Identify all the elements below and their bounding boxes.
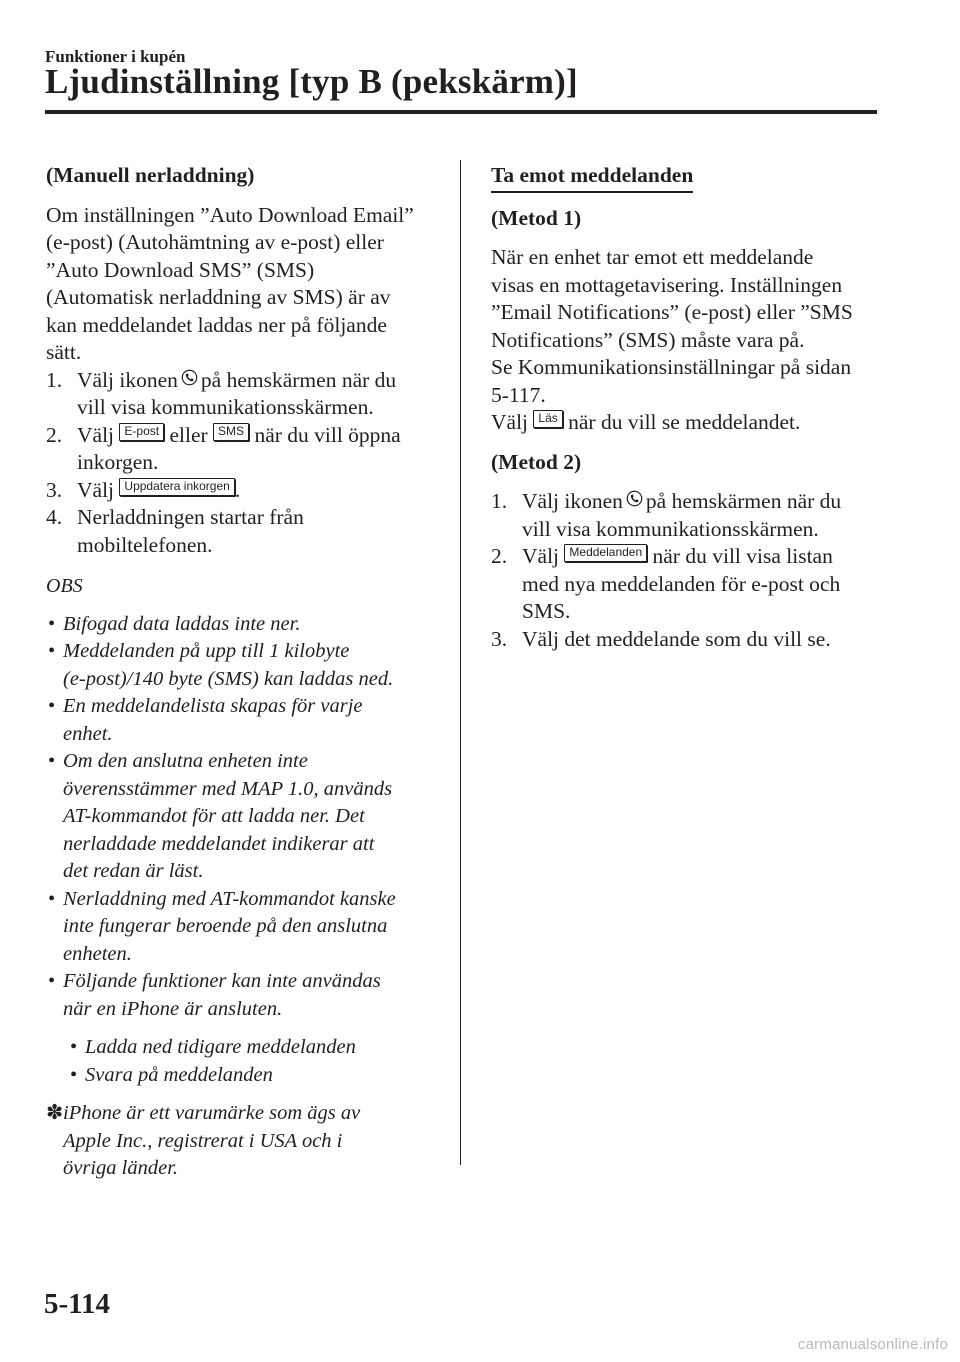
note-item [46,748,441,886]
step-text: vill visa kommunikationsskärmen. [522,516,819,541]
note-text: enhet. [63,722,113,745]
body-line: Notifications” (SMS) måste vara på. [491,327,805,352]
manual-download-heading: (Manuell nerladdning) [46,163,255,187]
step-number: 3. [491,626,508,651]
step-text: Nerladdningen startar från [77,505,304,529]
step-number: 1. [491,489,508,513]
note-text: inte fungerar beroende på den anslutna [63,915,388,937]
note-text: AT-kommandot för att ladda ner. Det [63,805,365,827]
note-text: Om den anslutna enheten inte [63,750,308,772]
step-4 [46,504,441,559]
note-text: iPhone är ett varumärke som ägs av [63,1102,361,1124]
step-text: Välj [77,477,115,502]
note-text: Bifogad data laddas inte ner. [63,612,301,635]
step-2 [46,422,441,477]
intro-line: Om inställningen ”Auto Download Email” [46,202,414,227]
phone-icon [626,490,643,507]
method-2-heading: (Metod 2) [491,449,582,474]
method-1-text [491,244,891,437]
e-post-button[interactable]: E-post [119,423,164,441]
intro-paragraph [46,202,441,367]
step-text: med nya meddelanden för e-post och [522,571,841,596]
bullet-icon: • [48,887,56,910]
column-divider [460,160,461,1165]
update-inbox-button[interactable]: Uppdatera inkorgen [119,478,234,496]
note-text: det redan är läst. [63,860,204,882]
note-item [46,638,441,693]
body-line: ”Email Notifications” (e-post) eller ”SMS [491,300,853,324]
note-text: övriga länder. [63,1157,179,1179]
note-heading: OBS [46,575,83,597]
body-line: visas en mottagetavisering. Inställningen [491,272,843,297]
note-text: överensstämmer med MAP 1.0, används [63,777,393,800]
sub-note-item [46,1062,441,1090]
step-text: Välj [522,544,560,568]
step-text: mobiltelefonen. [77,532,213,557]
body-line: 5-117. [491,382,546,407]
note-text: Svara på meddelanden [85,1063,273,1086]
step-text: på hemskärmen när du [200,367,397,392]
bullet-icon: • [48,750,56,772]
body-text: när du vill se meddelandet. [568,410,801,434]
note-text: Nerladdning med AT-kommandot kanske [63,887,396,910]
step-number: 1. [46,367,63,392]
step-text: SMS. [522,599,571,623]
sms-button[interactable]: SMS [213,423,249,441]
bullet-icon: • [48,640,56,662]
bullet-icon: • [70,1063,78,1086]
body-line: När en enhet tar emot ett meddelande [491,245,814,269]
note-text: Följande funktioner kan inte användas [63,970,381,992]
note-item [46,886,441,969]
intro-line: (Automatisk nerladdning av SMS) är av [46,285,391,309]
page-title: Ljudinställning [typ B (pekskärm)] [45,62,578,101]
step-text: vill visa kommunikationsskärmen. [77,395,374,419]
note-item [46,693,441,748]
step-number: 3. [46,477,63,502]
left-column [46,162,441,1183]
note-text: Meddelanden på upp till 1 kilobyte [63,640,350,662]
method-2-step-1 [491,488,891,543]
bullet-icon: • [70,1036,78,1058]
phone-icon [181,369,198,386]
step-text: på hemskärmen när du [645,489,842,513]
note-text: Ladda ned tidigare meddelanden [85,1036,356,1058]
header-rule [45,110,877,114]
intro-line: ”Auto Download SMS” (SMS) [46,257,315,282]
body-text: Välj [491,410,529,434]
step-number: 2. [46,422,63,447]
step-3 [46,477,441,505]
note-item [46,968,441,1023]
step-text: när du vill öppna [254,422,401,447]
step-text: när du vill visa listan [652,544,833,568]
step-text: inkorgen. [77,450,159,474]
intro-line: sätt. [46,340,82,364]
step-1 [46,367,441,422]
body-line: Se Kommunikationsinställningar på sidan [491,355,852,379]
watermark: carmanualsonline.info [797,1336,948,1353]
step-text: Välj ikonen [522,489,623,513]
page-number: 5-114 [44,1288,111,1320]
receive-messages-heading: Ta emot meddelanden [491,162,693,193]
sub-note-item [46,1034,441,1062]
trademark-footnote [46,1100,441,1183]
step-text: . [234,477,241,502]
note-text: (e-post)/140 byte (SMS) kan laddas ned. [63,667,394,690]
bullet-icon: • [48,612,56,635]
step-text: Välj ikonen [77,367,178,392]
method-1-heading: (Metod 1) [491,205,582,230]
method-2-step-2 [491,543,891,626]
note-text: när en iPhone är ansluten. [63,997,283,1020]
note-text: enheten. [63,942,132,965]
step-text: eller [169,422,208,447]
note-item [46,611,441,639]
asterisk-icon: ✽ [46,1102,64,1124]
intro-line: (e-post) (Autohämtning av e-post) eller [46,230,384,254]
header-section-label: Funktioner i kupén [45,47,186,66]
right-column [491,162,891,653]
step-number: 2. [491,544,508,568]
method-2-step-3 [491,626,891,654]
note-text: nerladdade meddelandet indikerar att [63,832,375,855]
step-text: Välj det meddelande som du vill se. [522,626,831,651]
read-button[interactable]: Läs [533,410,562,428]
note-text: En meddelandelista skapas för varje [63,695,363,717]
note-text: Apple Inc., registrerat i USA och i [63,1129,343,1152]
bullet-icon: • [48,970,56,992]
read-instruction [491,409,891,437]
bullet-icon: • [48,695,56,717]
step-number: 4. [46,505,63,529]
messages-button[interactable]: Meddelanden [564,544,647,562]
intro-line: kan meddelandet laddas ner på följande [46,312,387,337]
step-text: Välj [77,422,115,447]
